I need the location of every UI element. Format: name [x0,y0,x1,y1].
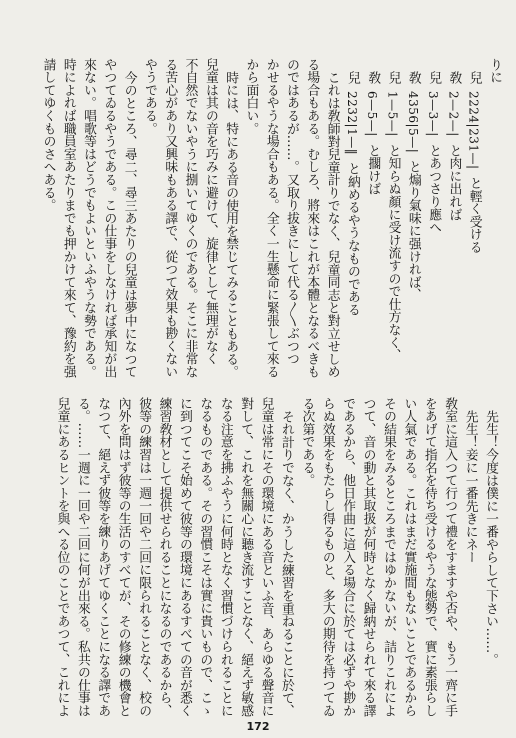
text-line: やつてゐるやうである。この仕事をしなければ承知が出 [101,58,117,378]
text-line: る場合もある。むしろ、將來はこれが本體となるべきも [304,58,320,378]
response-text: とあつさり應へ [426,143,442,234]
text-line: 時には、特にある音の使用を禁じてみることもある。 [223,70,239,378]
music-notation: 3—3—| [426,90,441,137]
text-line: に到つてこそ始めて彼等の環境にあるすべての音が悉く [176,397,192,717]
music-notation: 2—2—| [446,90,461,137]
response-text: と擱けば [365,143,381,195]
text-line: 練習敎材として提供せられることになるのであるから、 [156,397,172,717]
text-line: なるものである。その習慣こそは實に貴いもので、こゝ [197,397,213,717]
text-line: 對して、これを無關心に聽き流すことなく、絕えず敏感 [238,397,254,717]
page-number: 172 [246,720,270,733]
text-line: 今のところ、尋二、尋三あたりの兒童は夢中になつて [121,70,137,378]
text-line: なつて、絕えず彼等を練りあげてゆくことになる譯であ [95,397,111,717]
response-text: と納めるやうなものである [344,162,360,316]
text-line: 兒童は常にその環境にある音といふ音、あらゆる聲音に [258,397,274,717]
speaker-label: 敎 [405,70,421,84]
dialogue-line [403,58,423,390]
speaker-label: 敎 [365,70,381,84]
dialogue-line [423,58,443,390]
quoted-speech-line: 先生！今度は僕に一番やらして下さい……。 [483,409,498,666]
text-line: 敎室に這入つて行つて禮をすますや否や、もう一齊に手 [442,397,458,717]
music-notation: 6—5—| [365,90,380,137]
text-line: それ計りでなく、かうした練習を重ねることに於て、 [278,409,294,717]
text-line: る苦心があり又興味もある譯で、從つて效果も尠くない [162,58,178,378]
text-line: 來ない。唱歌等はどうでもよいといふやうな勢である。 [81,58,97,378]
music-notation: 4356|5—| [405,90,420,154]
text-line: つて、音の動と其取扱が何時となく歸納せられて來る譯 [360,397,376,717]
upper-text-block [36,58,504,390]
text-line: る。……一週に一回や二回に何が出來る。私共の仕事は [74,397,90,717]
speaker-label: 兒 [466,70,482,84]
dialogue-line [463,58,483,390]
music-notation: 2232|1—‖ [344,90,359,156]
dialogue-line [382,58,402,390]
text-line: その結果をみるところまではゆかないが、詰りこれによ [380,397,396,717]
music-notation: 1—5—| [385,90,400,137]
dialogue-line [342,58,362,390]
text-line: のではあるが……。又取り拔きにして代る〳〵ぶつつ [284,58,300,366]
quoted-speech-line: 先生！妾に一番先きにネー [462,409,478,564]
dialogue-line [443,58,463,390]
dialogue-line [362,58,382,390]
speaker-label: 兒 [426,70,442,84]
speaker-label: 敎 [446,70,462,84]
text-line: る次第である。 [299,397,315,487]
response-text: と知らぬ顏に受け流すので仕方なく、 [385,143,401,362]
speaker-label: 兒 [385,70,401,84]
text-line: 時によれば職員室あたりまでも押かけて來て、豫約を强 [60,58,76,378]
continued-text: りに [487,58,502,84]
music-notation: 2224|231—| [466,90,481,170]
lower-text-block [50,397,500,721]
speaker-label: 兒 [344,70,360,84]
text-line: い人氣である。これはまだ實施間もないことであるから [401,397,417,717]
text-line: 兒童は其の音を巧みに避けて、旋律として無理がなく [202,58,218,366]
text-line: これは敎師對兒童計りでなく、兒童同志と對立せしめ [324,70,340,378]
text-line: をあげて指名を待ち受けるやうな態勢で、實に素張らし [421,397,437,717]
text-line: やうである。 [141,58,157,135]
text-line: 請してゆくものさへある。 [40,58,56,212]
text-line: 內外を問はず彼等の生活のすべてが、その修練の機會と [115,397,131,717]
text-line: であるから、他日作曲に這入る場合に於ては必ずや尠か [340,397,356,717]
response-text: と煽り氣味に强ければ、 [405,160,421,302]
text-line: 不自然でないやうに捌いてゆくのである。そこに非常な [182,58,198,378]
text-line: かせるやうな場合もある。全く一生懸命に緊張して來る [263,58,279,378]
text-line: なる注意を拂ふやうに何時となく習慣づけられることに [217,397,233,717]
response-text: と輕く受ける [466,176,482,254]
text-line: から面白い。 [243,58,259,135]
text-line: 彼等の練習は一週一回や二回に限られることなく、校の [136,397,152,717]
text-line: 兒童にあるヒントを與へる位のことであつて、これによ [54,397,70,717]
text-line: らぬ效果をもたらし得るものと、多大の期待を持つてゐ [319,397,335,717]
response-text: と肉に出れば [446,143,462,221]
